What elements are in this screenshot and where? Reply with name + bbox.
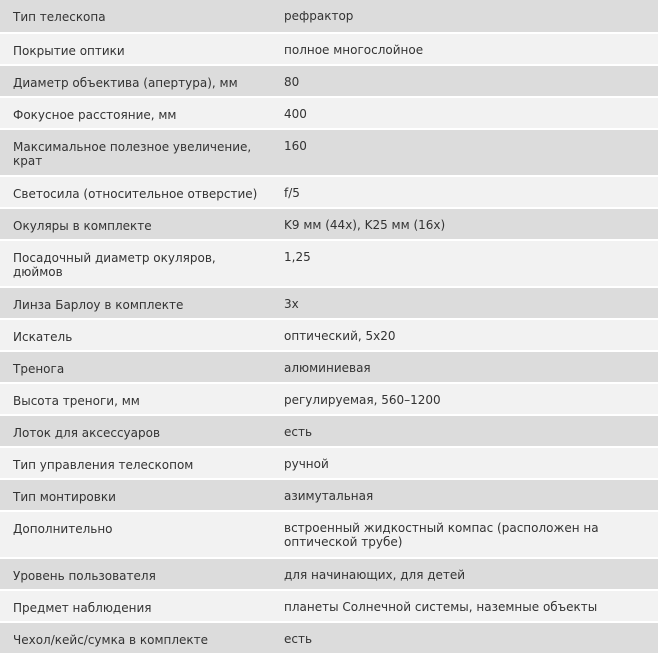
spec-row [0,209,658,239]
spec-value: 160 [276,130,658,175]
spec-label: Линза Барлоу в комплекте [0,288,276,318]
spec-label: Посадочный диаметр окуляров, дюймов [0,241,276,286]
spec-row [0,416,658,446]
spec-row [0,288,658,318]
spec-row [0,384,658,414]
spec-row [0,98,658,128]
spec-value: рефрактор [276,0,658,32]
spec-label: Фокусное расстояние, мм [0,98,276,128]
spec-label: Предмет наблюдения [0,591,276,621]
spec-row [0,352,658,382]
spec-label: Светосила (относительное отверстие) [0,177,276,207]
spec-value: есть [276,623,658,653]
spec-label: Высота треноги, мм [0,384,276,414]
spec-label: Чехол/кейс/сумка в комплекте [0,623,276,653]
spec-label: Искатель [0,320,276,350]
spec-value: 1,25 [276,241,658,286]
spec-value: есть [276,416,658,446]
spec-value: 400 [276,98,658,128]
spec-row [0,512,658,557]
spec-row [0,448,658,478]
spec-value: регулируемая, 560–1200 [276,384,658,414]
spec-value: встроенный жидкостный компас (расположен на оптической трубе) [276,512,658,557]
spec-row [0,34,658,64]
spec-row [0,320,658,350]
spec-row [0,0,658,32]
spec-value: азимутальная [276,480,658,510]
spec-label: Уровень пользователя [0,559,276,589]
spec-label: Максимальное полезное увеличение, крат [0,130,276,175]
spec-label: Диаметр объектива (апертура), мм [0,66,276,96]
spec-row [0,130,658,175]
spec-label: Тип монтировки [0,480,276,510]
spec-value: ручной [276,448,658,478]
spec-row [0,241,658,286]
spec-label: Окуляры в комплекте [0,209,276,239]
spec-row [0,66,658,96]
spec-value: 80 [276,66,658,96]
spec-value: оптический, 5x20 [276,320,658,350]
spec-label: Дополнительно [0,512,276,557]
spec-label: Тип телескопа [0,0,276,32]
spec-row [0,480,658,510]
spec-value: планеты Солнечной системы, наземные объекты [276,591,658,621]
spec-label: Покрытие оптики [0,34,276,64]
spec-row [0,623,658,653]
spec-row [0,177,658,207]
spec-value: K9 мм (44x), K25 мм (16x) [276,209,658,239]
spec-value: полное многослойное [276,34,658,64]
spec-label: Тип управления телескопом [0,448,276,478]
spec-row [0,559,658,589]
spec-label: Тренога [0,352,276,382]
spec-value: алюминиевая [276,352,658,382]
spec-label: Лоток для аксессуаров [0,416,276,446]
spec-value: f/5 [276,177,658,207]
spec-value: для начинающих, для детей [276,559,658,589]
spec-value: 3x [276,288,658,318]
spec-row [0,591,658,621]
